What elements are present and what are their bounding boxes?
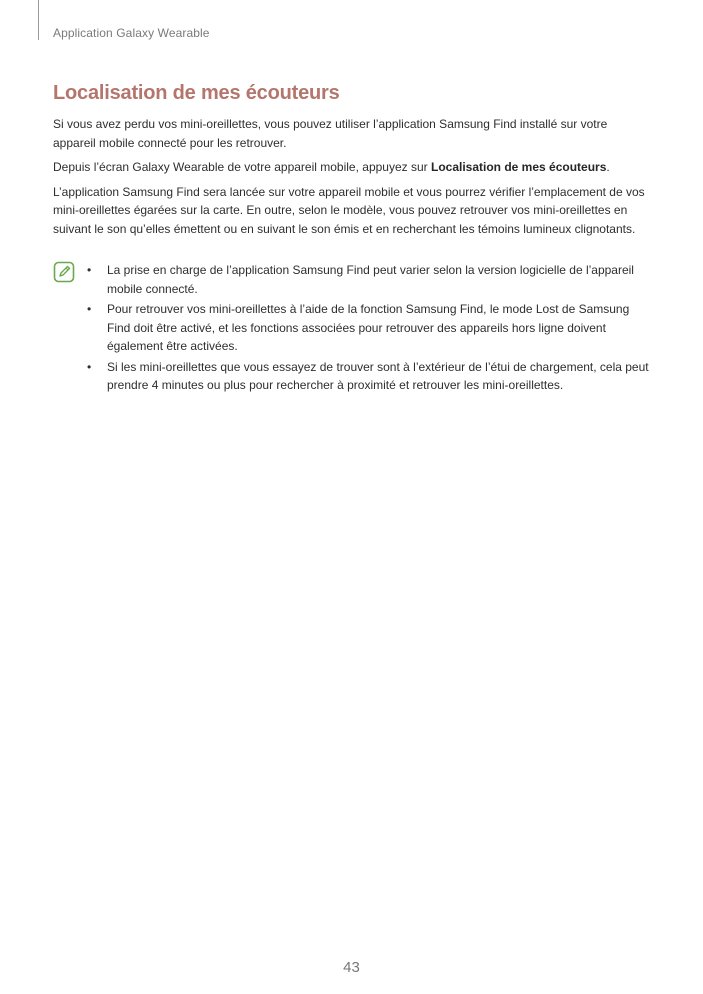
instruction-suffix: . [606, 160, 610, 174]
bullet-icon: • [87, 359, 92, 374]
note-box [53, 261, 653, 397]
section-title: Localisation de mes écouteurs [53, 82, 340, 104]
description-paragraph: L’application Samsung Find sera lancée sur votre appareil mobile et vous pourrez vérifier l’emplacement de vos mini-oreillettes égarées sur la carte. En outre, selon le modèle, vous pouvez retrouver vos mini-oreillettes en suivant le son qu’elles émettent ou en suivant le son émis et en recherchant les témoins lumineux clignotants. [53, 184, 645, 236]
note-icon-graphic [53, 261, 75, 283]
instruction-paragraph [53, 158, 653, 177]
note-item-text: Pour retrouver vos mini-oreillettes à l’aide de la fonction Samsung Find, le mode Lost de Samsung Find doit être activé, et les fonctions associées pour retrouver des appareils hors ligne doivent également être activées. [107, 302, 630, 353]
note-item-text: La prise en charge de l’application Samsung Find peut varier selon la version logicielle de l’appareil mobile connecté. [107, 263, 634, 296]
bullet-icon: • [87, 302, 92, 316]
section-body [53, 115, 653, 244]
note-list [87, 261, 653, 395]
instruction-prefix: Depuis l’écran Galaxy Wearable de votre appareil mobile, appuyez sur [53, 160, 431, 174]
running-header: Application Galaxy Wearable [53, 26, 210, 40]
note-item [87, 358, 653, 395]
note-item-text: Si les mini-oreillettes que vous essayez de trouver sont à l’extérieur de l’étui de chargement, cela peut prendre 4 minutes ou plus pour rechercher à proximité et retrouver les mini-oreillettes. [107, 359, 649, 392]
intro-paragraph: Si vous avez perdu vos mini-oreillettes, vous pouvez utiliser l’application Samsung Find installé sur votre appareil mobile connecté pour les retrouver. [53, 117, 608, 150]
bullet-icon: • [87, 263, 92, 277]
page-number: 43 [343, 959, 360, 976]
note-item [87, 300, 653, 356]
note-item [87, 261, 653, 298]
note-pencil-icon [53, 261, 75, 283]
menu-item-reference: Localisation de mes écouteurs [430, 160, 607, 174]
header-rule [38, 0, 39, 40]
